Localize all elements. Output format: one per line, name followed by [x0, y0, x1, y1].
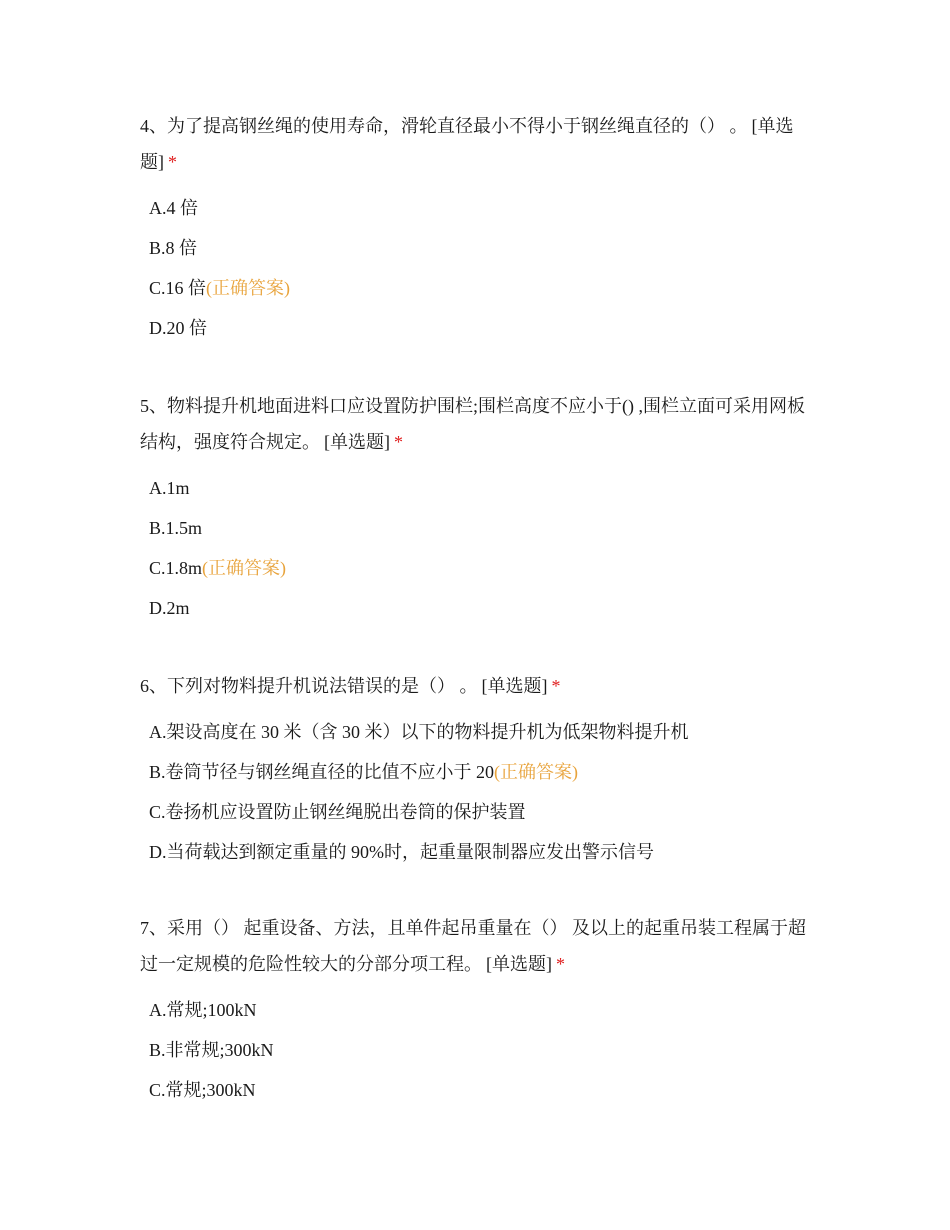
- option-text: A.4 倍: [149, 198, 198, 218]
- question-text: 6、下列对物料提升机说法错误的是（） 。: [140, 676, 478, 696]
- option-a[interactable]: [149, 468, 820, 508]
- question-text: 4、为了提高钢丝绳的使用寿命，滑轮直径最小不得小于钢丝绳直径的（） 。: [140, 116, 748, 136]
- option-a[interactable]: [149, 188, 820, 228]
- option-text: B.非常规;300kN: [149, 1040, 274, 1060]
- question-type-tag: [单选题]: [324, 432, 390, 452]
- question-title: [140, 388, 820, 460]
- option-text: B.卷筒节径与钢丝绳直径的比值不应小于 20: [149, 762, 495, 782]
- option-text: B.1.5m: [149, 518, 203, 538]
- option-list: [149, 712, 820, 872]
- option-text: A.架设高度在 30 米（含 30 米）以下的物料提升机为低架物料提升机: [149, 722, 689, 742]
- required-mark: *: [394, 432, 403, 452]
- question-title: [140, 668, 820, 704]
- option-text: C.常规;300kN: [149, 1080, 256, 1100]
- option-c[interactable]: [149, 548, 820, 588]
- required-mark: *: [551, 676, 561, 696]
- option-text: C.16 倍: [149, 278, 207, 298]
- question-text: 5、物料提升机地面进料口应设置防护围栏;围栏高度不应小于() ,围栏立面可采用网板结构，强度符合规定。: [140, 396, 805, 452]
- option-text: C.卷扬机应设置防止钢丝绳脱出卷筒的保护装置: [149, 802, 526, 822]
- question-title: [140, 910, 820, 982]
- required-mark: *: [556, 954, 565, 974]
- question-type-tag: [单选题]: [481, 676, 548, 696]
- question-6: [140, 668, 820, 872]
- option-b[interactable]: [149, 1030, 820, 1070]
- option-c[interactable]: [149, 268, 820, 308]
- option-a[interactable]: [149, 990, 820, 1030]
- option-text: A.1m: [149, 478, 190, 498]
- required-mark: *: [168, 152, 177, 172]
- correct-answer-mark: (正确答案): [202, 558, 287, 578]
- option-b[interactable]: [149, 508, 820, 548]
- option-text: A.常规;100kN: [149, 1000, 257, 1020]
- option-b[interactable]: [149, 228, 820, 268]
- option-d[interactable]: [149, 308, 820, 348]
- option-text: D.当荷载达到额定重量的 90%时，起重量限制器应发出警示信号: [149, 842, 654, 862]
- option-list: [149, 468, 820, 628]
- option-list: [149, 990, 820, 1110]
- option-text: D.2m: [149, 598, 190, 618]
- option-b[interactable]: [149, 752, 820, 792]
- question-type-tag: [单选题]: [486, 954, 552, 974]
- correct-answer-mark: (正确答案): [494, 762, 579, 782]
- question-text: 7、采用（） 起重设备、方法，且单件起吊重量在（） 及以上的起重吊装工程属于超过一定规模的危险性较大的分部分项工程。: [140, 918, 806, 974]
- question-5: [140, 388, 820, 628]
- option-a[interactable]: [149, 712, 820, 752]
- option-text: B.8 倍: [149, 238, 198, 258]
- option-c[interactable]: [149, 792, 820, 832]
- question-7: [140, 910, 820, 1110]
- correct-answer-mark: (正确答案): [206, 278, 291, 298]
- option-d[interactable]: [149, 832, 820, 872]
- question-title: [140, 108, 820, 180]
- option-text: C.1.8m: [149, 558, 203, 578]
- option-list: [149, 188, 820, 348]
- option-text: D.20 倍: [149, 318, 207, 338]
- question-type-tag: [单选题]: [140, 116, 794, 172]
- option-d[interactable]: [149, 588, 820, 628]
- option-c[interactable]: [149, 1070, 820, 1110]
- question-4: [140, 108, 820, 348]
